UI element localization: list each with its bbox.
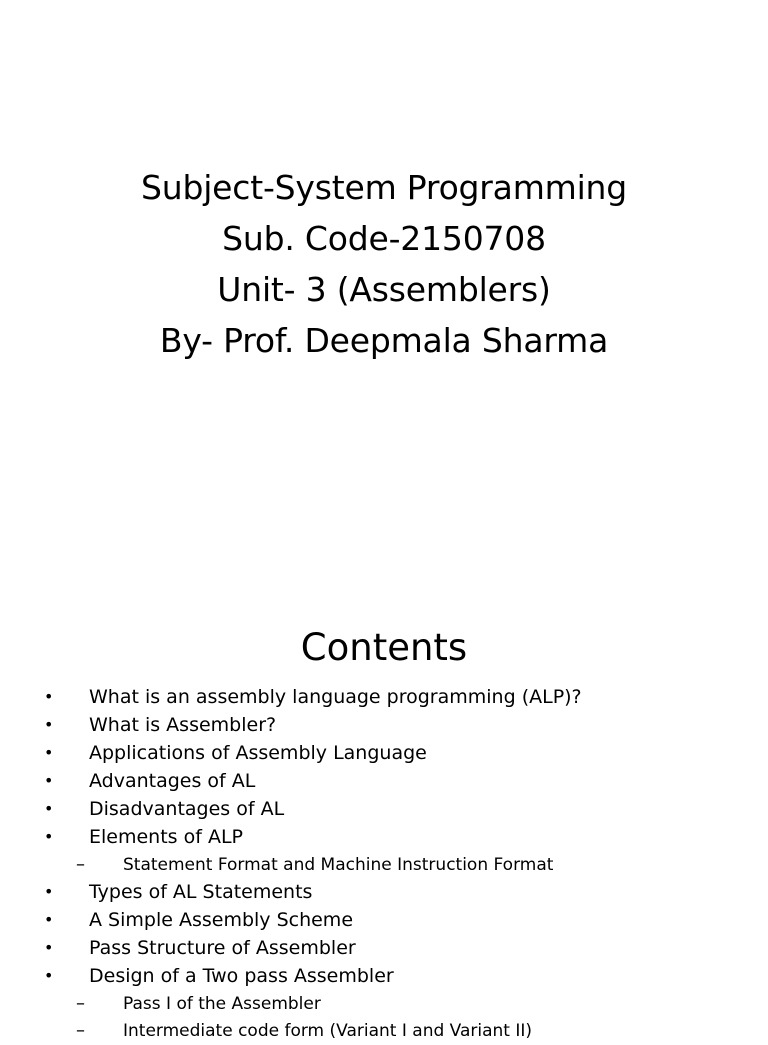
list-item [0, 767, 768, 795]
list-item [0, 795, 768, 823]
dash-marker: – [76, 854, 85, 875]
list-item-text: Pass Structure of Assembler [89, 937, 356, 959]
bullet-marker: • [44, 966, 54, 985]
list-item-text: Types of AL Statements [89, 881, 313, 903]
title-line-subject: Subject-System Programming [140, 168, 628, 207]
list-item-text: Intermediate code form (Variant I and Variant II) [123, 1021, 533, 1041]
dash-marker: – [76, 1020, 85, 1041]
list-item [0, 739, 768, 767]
list-item [0, 878, 768, 906]
list-item-text: Elements of ALP [89, 826, 243, 848]
bullet-marker: • [44, 799, 54, 818]
list-item-text: Disadvantages of AL [89, 798, 285, 820]
contents-heading: Contents [300, 626, 468, 669]
list-item-text: Design of a Two pass Assembler [89, 965, 394, 987]
contents-list [0, 683, 768, 1044]
bullet-marker: • [44, 771, 54, 790]
list-item-text: Pass I of the Assembler [123, 994, 321, 1014]
list-item-text: What is Assembler? [89, 714, 277, 736]
dash-marker: – [76, 993, 85, 1014]
contents-slide [0, 576, 768, 1041]
title-block [0, 162, 768, 366]
list-item [0, 906, 768, 934]
list-item [0, 711, 768, 739]
list-item-text: What is an assembly language programming (ALP)? [89, 686, 582, 708]
list-item-text: Statement Format and Machine Instruction Format [123, 855, 554, 875]
bullet-marker: • [44, 687, 54, 706]
title-line-code: Sub. Code-2150708 [222, 219, 546, 258]
bullet-marker: • [44, 910, 54, 929]
sub-list-item [0, 990, 768, 1017]
list-item-text: Applications of Assembly Language [89, 742, 427, 764]
list-item-text: Advantages of AL [89, 770, 256, 792]
bullet-marker: • [44, 882, 54, 901]
bullet-marker: • [44, 715, 54, 734]
bullet-marker: • [44, 827, 54, 846]
bullet-marker: • [44, 743, 54, 762]
sub-list-item [0, 1017, 768, 1044]
list-item [0, 934, 768, 962]
sub-list-item [0, 851, 768, 878]
bullet-marker: • [44, 938, 54, 957]
list-item [0, 823, 768, 851]
list-item-text: A Simple Assembly Scheme [89, 909, 354, 931]
title-line-unit: Unit- 3 (Assemblers) [217, 270, 551, 309]
list-item [0, 683, 768, 711]
list-item [0, 962, 768, 990]
title-line-author: By- Prof. Deepmala Sharma [159, 321, 609, 360]
